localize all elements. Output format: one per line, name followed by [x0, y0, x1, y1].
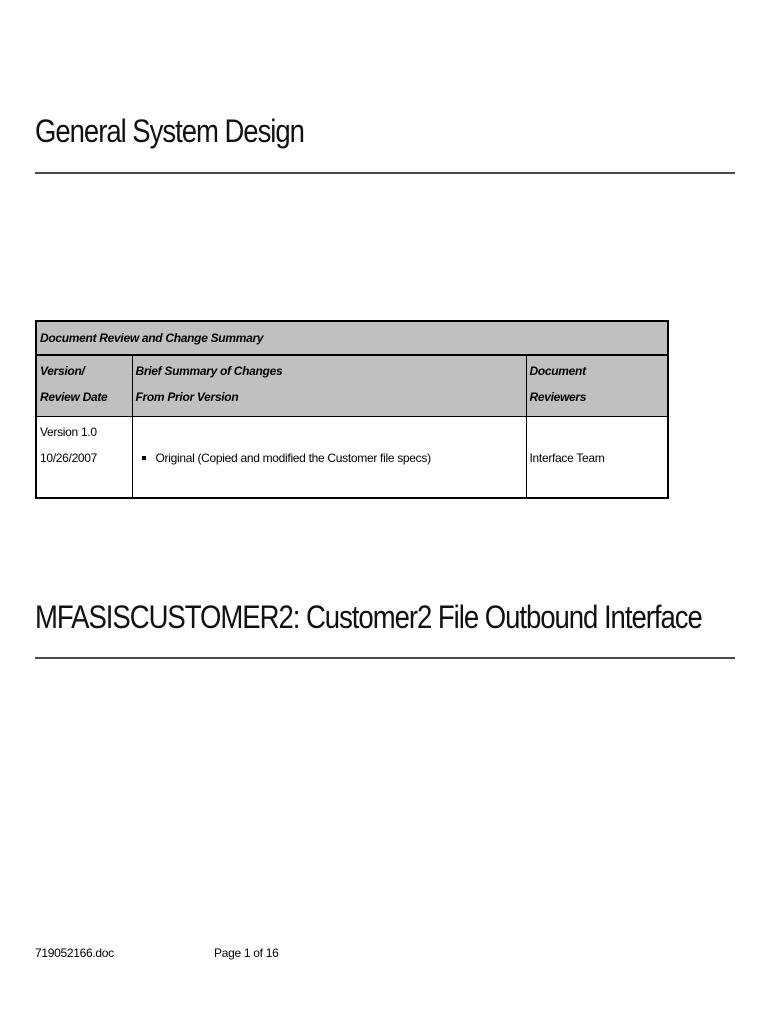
version-number: Version 1.0	[40, 425, 97, 439]
bullet-icon	[142, 456, 146, 460]
table-caption-row	[36, 321, 668, 355]
list-item	[136, 445, 523, 471]
document-title: General System Design	[35, 113, 304, 149]
column-header-version-line2: Review Date	[40, 390, 108, 404]
reviewers-cell	[526, 417, 668, 499]
changes-list	[136, 445, 523, 471]
change-summary-table	[35, 320, 669, 499]
title-divider	[35, 172, 735, 174]
column-header-reviewers	[526, 355, 668, 417]
interface-title: MFASISCUSTOMER2: Customer2 File Outbound Interface	[35, 599, 702, 635]
column-header-version	[36, 355, 132, 417]
changes-cell	[132, 417, 526, 499]
table-caption: Document Review and Change Summary	[36, 321, 668, 355]
column-header-changes	[132, 355, 526, 417]
column-header-version-line1: Version/	[40, 364, 85, 378]
reviewers-name: Interface Team	[529, 451, 605, 465]
footer-page-number: Page 1 of 16	[214, 946, 279, 960]
footer-filename: 719052166.doc	[35, 946, 114, 960]
column-header-changes-line2: From Prior Version	[135, 390, 239, 404]
table-row	[36, 417, 668, 499]
column-header-reviewers-line2: Reviewers	[529, 390, 587, 404]
review-date: 10/26/2007	[40, 451, 98, 465]
column-header-changes-line1: Brief Summary of Changes	[135, 364, 283, 378]
subtitle-divider	[35, 657, 735, 659]
version-cell	[36, 417, 132, 499]
table-header-row	[36, 355, 668, 417]
column-header-reviewers-line1: Document	[529, 364, 586, 378]
change-description: Original (Copied and modified the Customer file specs)	[155, 451, 431, 465]
